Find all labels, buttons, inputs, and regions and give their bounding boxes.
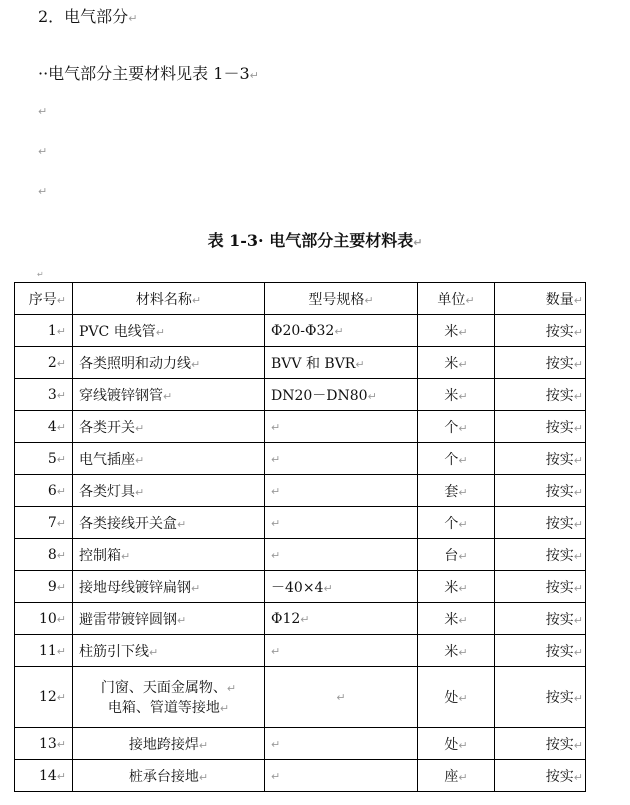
cell-mark-icon: ↵ (149, 645, 159, 659)
cell-text: 3 (47, 386, 57, 403)
cell-mark-icon: ↵ (198, 738, 209, 752)
cell-text: 按实 (545, 547, 574, 564)
cell-name[interactable] (73, 315, 265, 347)
cell-text: －40×4 (271, 579, 324, 596)
cell-unit[interactable] (418, 315, 495, 347)
cell-no[interactable] (15, 635, 73, 667)
cell-text: 13 (38, 735, 57, 752)
section-heading[interactable] (38, 4, 137, 27)
cell-text: 穿线镀锌钢管 (79, 387, 163, 404)
cell-mark-icon: ↵ (135, 485, 145, 499)
header-cell-spec[interactable] (265, 283, 418, 315)
table-row (15, 667, 586, 728)
cell-unit[interactable] (418, 571, 495, 603)
paragraph-mark-icon: ↵ (37, 270, 44, 279)
cell-mark-icon: ↵ (56, 737, 66, 751)
cell-unit[interactable] (418, 443, 495, 475)
cell-mark-icon: ↵ (56, 452, 66, 466)
cell-mark-icon: ↵ (573, 692, 583, 705)
cell-text: DN20－DN80 (271, 387, 368, 404)
cell-text: 按实 (545, 323, 574, 340)
cell-text: 控制箱 (79, 547, 121, 564)
cell-mark-icon: ↵ (573, 738, 583, 752)
cell-mark-icon: ↵ (573, 517, 583, 531)
cell-name[interactable] (73, 507, 265, 539)
cell-spec[interactable] (265, 635, 418, 667)
cell-mark-icon: ↵ (458, 325, 468, 339)
cell-no[interactable] (15, 315, 73, 347)
cell-mark-icon: ↵ (573, 389, 583, 403)
cell-name[interactable] (73, 760, 265, 792)
cell-spec[interactable] (265, 571, 418, 603)
cell-mark-icon: ↵ (56, 580, 66, 594)
table-row (15, 507, 586, 539)
cell-mark-icon: ↵ (121, 549, 131, 563)
header-cell-unit[interactable] (418, 283, 495, 315)
cell-name[interactable] (73, 379, 265, 411)
cell-unit[interactable] (418, 635, 495, 667)
cell-spec[interactable] (265, 507, 418, 539)
cell-text: 12 (38, 689, 57, 705)
table-row (15, 347, 586, 379)
cell-qty[interactable] (495, 507, 586, 539)
materials-table (14, 282, 586, 792)
empty-paragraph[interactable] (38, 184, 47, 198)
cell-mark-icon: ↵ (56, 612, 66, 626)
cell-mark-icon: ↵ (56, 644, 66, 658)
cell-mark-icon: ↵ (458, 389, 468, 403)
cell-mark-icon: ↵ (573, 581, 583, 595)
cell-no[interactable] (15, 603, 73, 635)
section-heading-text: 2．电气部分 (38, 7, 129, 26)
cell-spec[interactable] (265, 411, 418, 443)
paragraph-mark-icon: ↵ (249, 69, 259, 82)
cell-text: 按实 (545, 515, 574, 532)
cell-qty[interactable] (495, 539, 586, 571)
cell-mark-icon: ↵ (271, 769, 281, 783)
cell-text: 柱筋引下线 (79, 643, 149, 660)
cell-text: 按实 (545, 768, 574, 785)
cell-mark-icon: ↵ (271, 644, 281, 658)
cell-text: 各类照明和动力线 (79, 355, 191, 372)
cell-spec[interactable] (265, 475, 418, 507)
table-row (15, 443, 586, 475)
cell-text: 6 (47, 482, 57, 499)
cell-no[interactable] (15, 571, 73, 603)
cell-name[interactable] (73, 728, 265, 760)
cell-text: 米 (444, 355, 459, 372)
cell-mark-icon: ↵ (56, 356, 66, 370)
cell-mark-icon: ↵ (271, 548, 281, 562)
cell-mark-icon: ↵ (458, 485, 468, 499)
cell-no[interactable] (15, 539, 73, 571)
cell-no[interactable] (15, 475, 73, 507)
cell-text: Φ12 (271, 610, 301, 627)
cell-qty[interactable] (495, 379, 586, 411)
cell-no[interactable] (15, 507, 73, 539)
table-row (15, 760, 586, 792)
cell-text: 处 (444, 736, 459, 753)
cell-mark-icon: ↵ (56, 516, 66, 530)
cell-text: 9 (47, 578, 57, 595)
cell-text: 11 (38, 642, 57, 659)
cell-unit[interactable] (418, 379, 495, 411)
cell-text: 按实 (545, 483, 574, 500)
cell-mark-icon: ↵ (271, 516, 281, 530)
cell-no[interactable] (15, 728, 73, 760)
cell-text: 接地跨接焊 (128, 736, 199, 753)
cell-spec[interactable] (265, 443, 418, 475)
cell-text: 按实 (545, 387, 574, 404)
cell-text: 电箱、管道等接地 (107, 700, 220, 716)
table-caption-text: 表 1-3· 电气部分主要材料表 (207, 231, 414, 250)
header-text: 单位 (437, 291, 466, 308)
cell-mark-icon: ↵ (56, 388, 66, 402)
cell-mark-icon: ↵ (458, 517, 468, 531)
cell-no[interactable] (15, 347, 73, 379)
cell-text: 4 (47, 418, 57, 435)
header-cell-name[interactable] (73, 283, 265, 315)
cell-mark-icon: ↵ (573, 770, 583, 784)
table-row (15, 411, 586, 443)
cell-text: PVC 电线管 (79, 323, 156, 340)
paragraph-mark-icon: ↵ (128, 12, 138, 25)
cell-qty[interactable] (495, 411, 586, 443)
cell-mark-icon: ↵ (458, 453, 468, 467)
cell-no[interactable] (15, 760, 73, 792)
cell-spec[interactable] (265, 379, 418, 411)
cell-text: 座 (444, 768, 459, 785)
cell-mark-icon: ↵ (56, 420, 66, 434)
cell-mark-icon: ↵ (163, 389, 173, 403)
table-row (15, 315, 586, 347)
cell-unit[interactable] (418, 347, 495, 379)
cell-no[interactable] (15, 667, 73, 728)
cell-mark-icon: ↵ (226, 682, 237, 695)
cell-mark-icon: ↵ (458, 357, 468, 371)
cell-no[interactable] (15, 411, 73, 443)
cell-text: 米 (444, 611, 459, 628)
cell-spec[interactable] (265, 347, 418, 379)
cell-name[interactable] (73, 635, 265, 667)
cell-qty[interactable] (495, 635, 586, 667)
cell-mark-icon: ↵ (458, 692, 468, 705)
paragraph-mark-icon: ↵ (38, 145, 48, 158)
cell-mark-icon: ↵ (191, 581, 201, 595)
cell-qty[interactable] (495, 475, 586, 507)
cell-mark-icon: ↵ (573, 421, 583, 435)
cell-mark-icon: ↵ (573, 485, 583, 499)
cell-text: 8 (47, 546, 57, 563)
header-text: 序号 (28, 291, 57, 308)
cell-spec[interactable] (265, 760, 418, 792)
table-header-row (15, 283, 586, 315)
cell-text: 按实 (545, 355, 574, 372)
cell-name[interactable] (73, 539, 265, 571)
cell-text: 个 (444, 451, 459, 468)
cell-text: 各类接线开关盒 (79, 515, 177, 532)
cell-text: 各类灯具 (79, 483, 135, 500)
cell-text: 1 (47, 322, 57, 339)
cell-text: 5 (47, 450, 57, 467)
cell-spec[interactable] (265, 728, 418, 760)
cell-text: 按实 (545, 736, 574, 753)
cell-unit[interactable] (418, 603, 495, 635)
cell-text: 米 (444, 643, 459, 660)
cell-spec[interactable] (265, 603, 418, 635)
header-cell-no[interactable] (15, 283, 73, 315)
cell-mark-icon: ↵ (336, 691, 346, 704)
paragraph-mark-icon: ↵ (413, 236, 423, 249)
cell-unit[interactable] (418, 667, 495, 728)
table-row (15, 728, 586, 760)
cell-name[interactable] (73, 411, 265, 443)
cell-text: 10 (38, 610, 57, 627)
cell-text: 2 (47, 354, 57, 371)
header-text: 型号规格 (308, 291, 365, 308)
cell-text: 按实 (545, 643, 574, 660)
cell-mark-icon: ↵ (573, 549, 583, 563)
cell-qty[interactable] (495, 760, 586, 792)
cell-mark-icon: ↵ (135, 453, 145, 467)
cell-qty[interactable] (495, 315, 586, 347)
cell-text: 按实 (545, 451, 574, 468)
cell-mark-icon: ↵ (198, 770, 209, 784)
cell-unit[interactable] (418, 475, 495, 507)
cell-mark-icon: ↵ (458, 581, 468, 595)
cell-text: 处 (444, 690, 459, 706)
cell-mark-icon: ↵ (573, 453, 583, 467)
cell-qty[interactable] (495, 571, 586, 603)
cell-mark-icon: ↵ (56, 324, 66, 338)
cell-mark-icon: ↵ (334, 324, 344, 338)
cell-name[interactable] (73, 475, 265, 507)
header-text: 数量 (545, 291, 574, 308)
cell-mark-icon: ↵ (271, 452, 281, 466)
cell-mark-icon: ↵ (323, 581, 333, 595)
cell-mark-icon: ↵ (271, 420, 281, 434)
cell-mark-icon: ↵ (458, 421, 468, 435)
cell-mark-icon: ↵ (191, 293, 202, 307)
cell-text: 14 (38, 767, 57, 784)
cell-mark-icon: ↵ (155, 325, 165, 339)
table-row (15, 635, 586, 667)
cell-mark-icon: ↵ (56, 484, 66, 498)
cell-unit[interactable] (418, 539, 495, 571)
cell-mark-icon: ↵ (56, 691, 66, 704)
table-row (15, 539, 586, 571)
cell-text: 个 (444, 419, 459, 436)
paragraph-mark-icon: ↵ (38, 105, 48, 118)
cell-text: 桩承台接地 (128, 768, 199, 785)
intro-paragraph[interactable] (38, 61, 259, 84)
cell-text: 按实 (545, 419, 574, 436)
cell-text: Φ20-Φ32 (271, 322, 335, 339)
cell-mark-icon: ↵ (56, 769, 66, 783)
cell-mark-icon: ↵ (56, 293, 66, 307)
cell-mark-icon: ↵ (271, 737, 281, 751)
cell-text: 电气插座 (79, 451, 135, 468)
cell-qty[interactable] (495, 728, 586, 760)
cell-text: 7 (47, 514, 57, 531)
cell-no[interactable] (15, 379, 73, 411)
cell-spec[interactable] (265, 667, 418, 728)
cell-name[interactable] (73, 667, 265, 728)
table-row (15, 603, 586, 635)
cell-name[interactable] (73, 571, 265, 603)
header-text: 材料名称 (135, 291, 192, 308)
cell-text: 米 (444, 579, 459, 596)
cell-mark-icon: ↵ (177, 517, 187, 531)
cell-mark-icon: ↵ (458, 549, 468, 563)
cell-text: 各类开关 (79, 419, 135, 436)
cell-mark-icon: ↵ (458, 613, 468, 627)
cell-mark-icon: ↵ (573, 645, 583, 659)
cell-qty[interactable] (495, 603, 586, 635)
table-row (15, 571, 586, 603)
cell-unit[interactable] (418, 760, 495, 792)
table-row (15, 475, 586, 507)
cell-qty[interactable] (495, 667, 586, 728)
cell-qty[interactable] (495, 347, 586, 379)
cell-text: 按实 (545, 690, 574, 706)
cell-name[interactable] (73, 347, 265, 379)
cell-no[interactable] (15, 443, 73, 475)
cell-text: 个 (444, 515, 459, 532)
cell-mark-icon: ↵ (355, 357, 365, 371)
cell-mark-icon: ↵ (573, 325, 583, 339)
cell-unit[interactable] (418, 507, 495, 539)
header-cell-qty[interactable] (495, 283, 586, 315)
cell-spec[interactable] (265, 539, 418, 571)
cell-unit[interactable] (418, 728, 495, 760)
cell-mark-icon: ↵ (458, 645, 468, 659)
cell-mark-icon: ↵ (56, 548, 66, 562)
cell-text: 套 (444, 483, 459, 500)
cell-text: 避雷带镀锌圆钢 (79, 611, 177, 628)
cell-mark-icon: ↵ (573, 357, 583, 371)
empty-paragraph[interactable] (38, 104, 47, 118)
paragraph-mark-icon: ↵ (38, 185, 48, 198)
table-caption[interactable] (0, 228, 630, 251)
cell-mark-icon: ↵ (458, 738, 468, 752)
cell-mark-icon: ↵ (191, 357, 201, 371)
cell-mark-icon: ↵ (300, 612, 310, 626)
cell-mark-icon: ↵ (573, 293, 583, 307)
cell-mark-icon: ↵ (271, 484, 281, 498)
cell-text: 门窗、天面金属物、 (100, 680, 227, 696)
cell-mark-icon: ↵ (364, 293, 374, 307)
cell-text: 按实 (545, 579, 574, 596)
cell-unit[interactable] (418, 411, 495, 443)
table-row (15, 379, 586, 411)
cell-mark-icon: ↵ (177, 613, 187, 627)
intro-paragraph-text: ··电气部分主要材料见表 1－3 (38, 64, 250, 83)
cell-mark-icon: ↵ (219, 702, 230, 715)
empty-paragraph[interactable] (38, 144, 47, 158)
cell-mark-icon: ↵ (135, 421, 145, 435)
cell-name[interactable] (73, 603, 265, 635)
cell-text: 米 (444, 387, 459, 404)
cell-text: 台 (444, 547, 459, 564)
cell-mark-icon: ↵ (458, 770, 468, 784)
cell-spec[interactable] (265, 315, 418, 347)
cell-text: 接地母线镀锌扁钢 (79, 579, 191, 596)
cell-text: 按实 (545, 611, 574, 628)
cell-mark-icon: ↵ (465, 293, 475, 307)
cell-text: 米 (444, 323, 459, 340)
cell-mark-icon: ↵ (573, 613, 583, 627)
cell-mark-icon: ↵ (367, 389, 377, 403)
cell-text: BVV 和 BVR (271, 355, 356, 372)
cell-name[interactable] (73, 443, 265, 475)
cell-qty[interactable] (495, 443, 586, 475)
